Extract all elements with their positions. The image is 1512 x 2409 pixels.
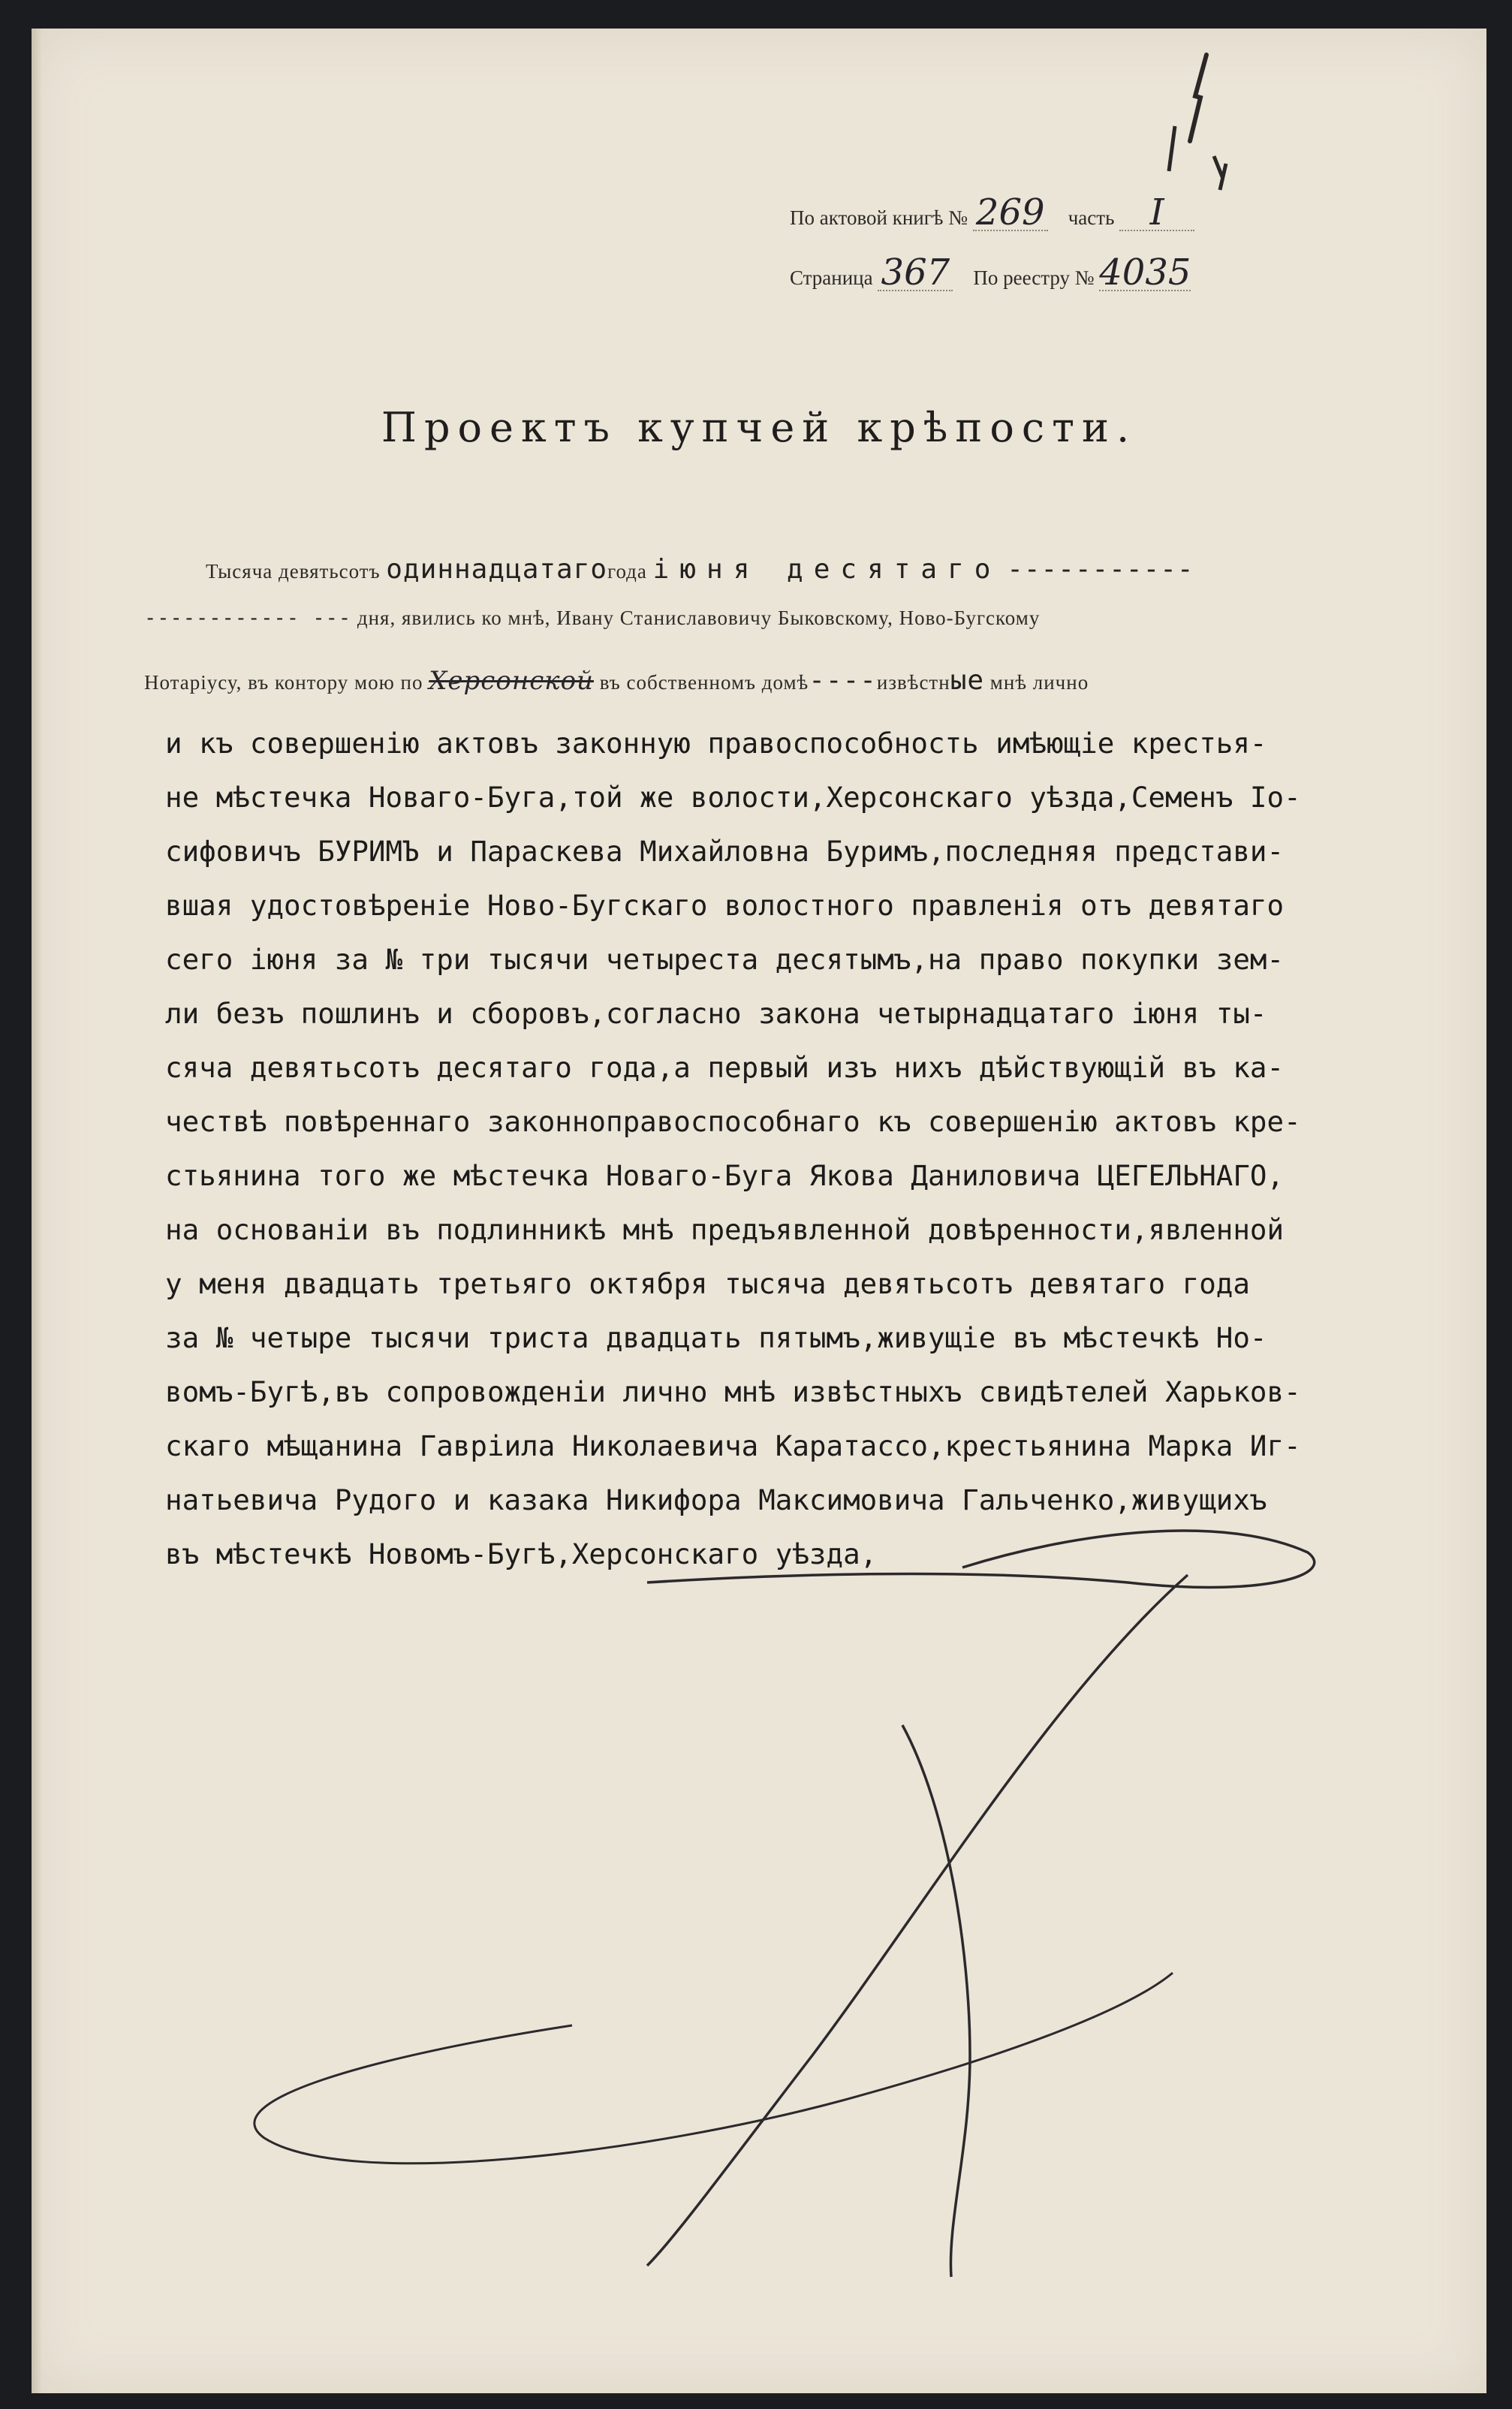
preamble-printed-year-prefix: Тысяча девятьсотъ [206,560,381,583]
page-register-line [790,251,1191,294]
preamble-year-label: года [607,560,647,583]
book-label: По актовой книгѣ № [790,206,968,229]
preamble-dashes-2: ------------ --- [144,607,352,630]
body-line: у меня двадцать третьяго октября тысяча девятьсотъ девятаго года [165,1267,1250,1300]
preamble-line-3 [144,665,1089,696]
body-line: натьевича Рудого и казака Никифора Максимовича Гальченко,живущихъ [165,1483,1267,1516]
preamble-dashes-3: ---- [809,665,877,696]
body-line: не мѣстечка Новаго-Буга,той же волости,Херсонскаго уѣзда,Семенъ Іо- [165,781,1301,814]
body-line: сяча девятьсотъ десятаго года,а первый изъ нихъ дѣйствующій въ ка- [165,1051,1285,1084]
preamble-printed-known: извѣстн [876,671,950,694]
body-line: сего іюня за № три тысячи четыреста десятымъ,на право покупки зем- [165,943,1285,976]
body-line: вшая удостовѣреніе Ново-Бугскаго волостного правленія отъ девятаго [165,889,1285,922]
typed-body [165,716,1426,1581]
body-line: чествѣ повѣреннаго законноправоспособнаго къ совершенію актовъ кре- [165,1105,1301,1138]
body-line: на основаніи въ подлинникѣ мнѣ предъявленной довѣренности,явленной [165,1213,1285,1246]
registry-label: По реестру № [973,266,1095,289]
document-title: Проектъ купчей крѣпости. [381,404,1137,451]
body-line: скаго мѣщанина Гавріила Николаевича Каратассо,крестьянина Марка Иг- [165,1429,1301,1462]
registry-number: 4035 [1099,251,1191,294]
preamble-line-1 [206,554,1194,585]
body-line: вомъ-Бугѣ,въ сопровожденіи лично мнѣ извѣстныхъ свидѣтелей Харьков- [165,1375,1301,1408]
preamble-handwritten-place: Херсонской [429,666,594,696]
page-label: Страница [790,266,873,289]
preamble-printed-house: въ собственномъ домѣ [599,671,809,694]
preamble-typed-year: одиннадцатаго [386,554,608,585]
document-page [32,29,1486,2393]
page-number: 367 [878,255,953,291]
body-line: стьянина того же мѣстечка Новаго-Буга Якова Даниловича ЦЕГЕЛЬНАГО, [165,1159,1285,1192]
preamble-typed-ending: ые [950,665,985,696]
book-register-line [790,191,1194,233]
body-line: и къ совершенію актовъ законную правоспособность имѣющіе крестья- [165,727,1267,760]
body-line: за № четыре тысячи триста двадцать пятымъ,живущіе въ мѣстечкѣ Но- [165,1321,1267,1354]
preamble-printed-personally: мнѣ лично [989,671,1089,694]
preamble-typed-date: іюня десятаго [652,554,1001,585]
preamble-printed-notary: дня, явились ко мнѣ, Ивану Станиславовичу Быковскому, Ново-Бугскому [357,607,1041,629]
closing-flourish-mark [227,1485,1398,2281]
body-line: въ мѣстечкѣ Новомъ-Бугѣ,Херсонскаго уѣзда, [165,1537,878,1570]
book-number: 269 [973,195,1048,231]
preamble-printed-office: Нотаріусу, въ контору мою по [144,671,423,694]
body-line: ли безъ пошлинъ и сборовъ,согласно закона четырнадцатаго іюня ты- [165,997,1267,1030]
body-line: сифовичъ БУРИМЪ и Параскева Михайловна Буримъ,последняя представи- [165,835,1285,868]
scan-edge-shadow [32,29,42,2393]
corner-pencil-mark [1154,51,1244,194]
preamble-line-2 [144,607,1040,630]
part-number: I [1119,195,1194,231]
part-label: часть [1068,206,1115,229]
preamble-dashes-1: ----------- [1007,554,1194,585]
